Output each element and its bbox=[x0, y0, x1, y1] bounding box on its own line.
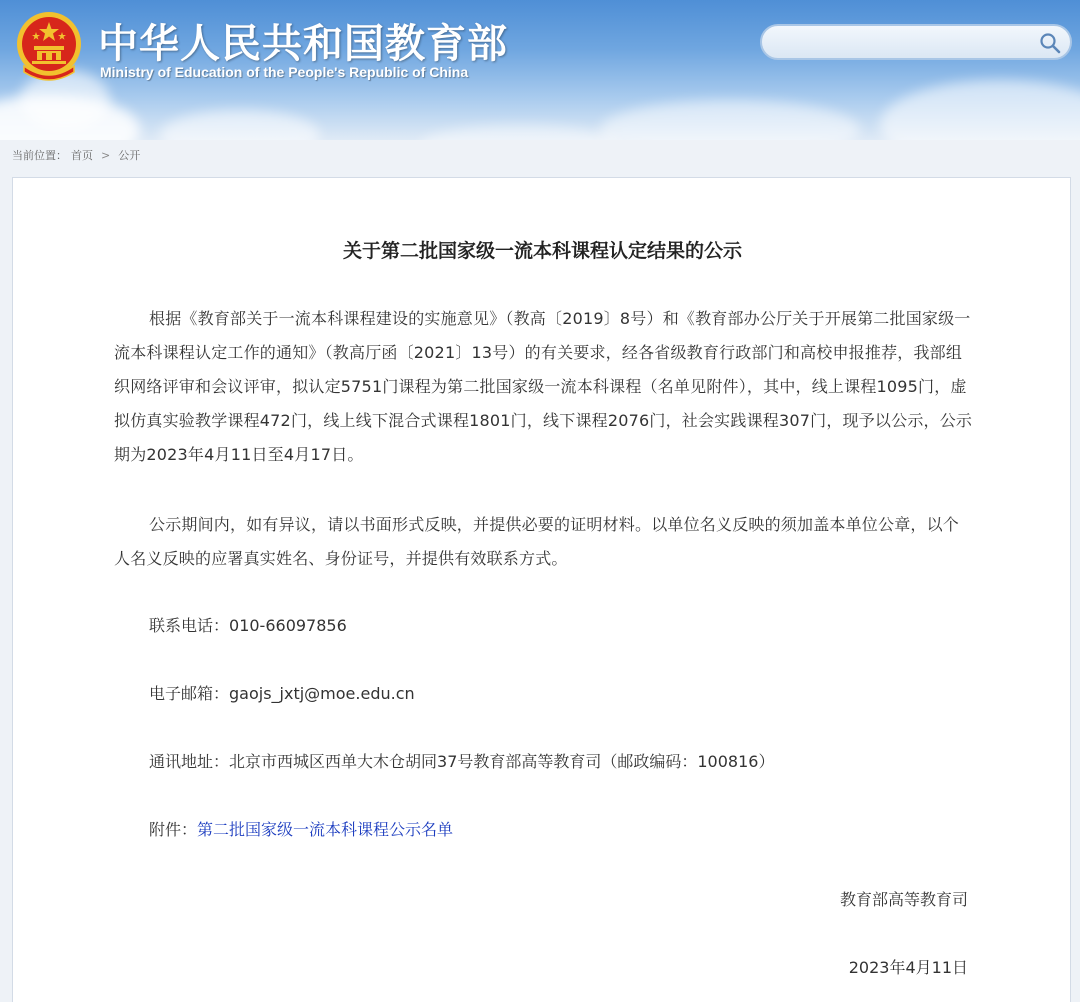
article-paragraph: 公示期间内，如有异议，请以书面形式反映，并提供必要的证明材料。以单位名义反映的须加盖本单位公章，以个人名义反映的应署真实姓名、身份证号，并提供有效联系方式。 bbox=[114, 515, 960, 568]
contact-email bbox=[149, 677, 415, 711]
cloud-decoration bbox=[420, 125, 620, 140]
cloud-decoration bbox=[600, 100, 860, 140]
national-emblem-icon[interactable] bbox=[14, 8, 84, 84]
contact-phone bbox=[149, 609, 347, 643]
attachment-line bbox=[149, 813, 453, 847]
article-date: 2023年4月11日 bbox=[848, 958, 968, 977]
article-signature: 教育部高等教育司 bbox=[839, 890, 968, 909]
site-title[interactable]: 中华人民共和国教育部 bbox=[98, 21, 508, 67]
search-box bbox=[760, 24, 1072, 60]
breadcrumb-separator: > bbox=[101, 149, 111, 162]
address-value: 北京市西城区西单大木仓胡同37号教育部高等教育司（邮政编码：100816） bbox=[229, 752, 775, 771]
article-title: 关于第二批国家级一流本科课程认定结果的公示 bbox=[342, 240, 742, 262]
attachment-label: 附件： bbox=[149, 820, 198, 839]
breadcrumb-label: 当前位置： bbox=[12, 149, 67, 162]
breadcrumb-current-link[interactable]: 公开 bbox=[118, 149, 141, 162]
article-paragraph: 根据《教育部关于一流本科课程建设的实施意见》（教高〔2019〕8号）和《教育部办公厅关于开展第二批国家级一流本科课程认定工作的通知》（教高厅函〔2021〕13号）的有关要求，经各省级教育行政部门和高校申报推荐，我部组织网络评审和会议评审，拟认定5751门课程为第二批国家级一流本科课程（名单见附件），其中，线上课程1095门，虚拟仿真实验教学课程472门，线上线下混合式课程1801门，线下课程2076门，社会实践课程307门，现予以公示，公示期为2023年4月11日至4月17日。 bbox=[114, 309, 973, 464]
phone-value: 010-66097856 bbox=[229, 616, 347, 635]
search-input[interactable] bbox=[776, 32, 1030, 54]
article-panel bbox=[12, 177, 1071, 1002]
attachment-link[interactable]: 第二批国家级一流本科课程公示名单 bbox=[197, 820, 454, 839]
email-value: gaojs_jxtj@moe.edu.cn bbox=[229, 684, 415, 703]
breadcrumb bbox=[12, 147, 140, 165]
address-label: 通讯地址： bbox=[149, 752, 230, 771]
breadcrumb-home-link[interactable]: 首页 bbox=[71, 149, 93, 162]
site-subtitle: Ministry of Education of the People's Republic of China bbox=[100, 64, 469, 80]
phone-label: 联系电话： bbox=[149, 616, 230, 635]
cloud-decoration bbox=[880, 80, 1080, 140]
cloud-decoration bbox=[160, 110, 320, 140]
email-label: 电子邮箱： bbox=[149, 684, 230, 703]
contact-address bbox=[149, 745, 774, 779]
site-header bbox=[0, 0, 1080, 140]
search-icon[interactable] bbox=[1038, 31, 1062, 55]
